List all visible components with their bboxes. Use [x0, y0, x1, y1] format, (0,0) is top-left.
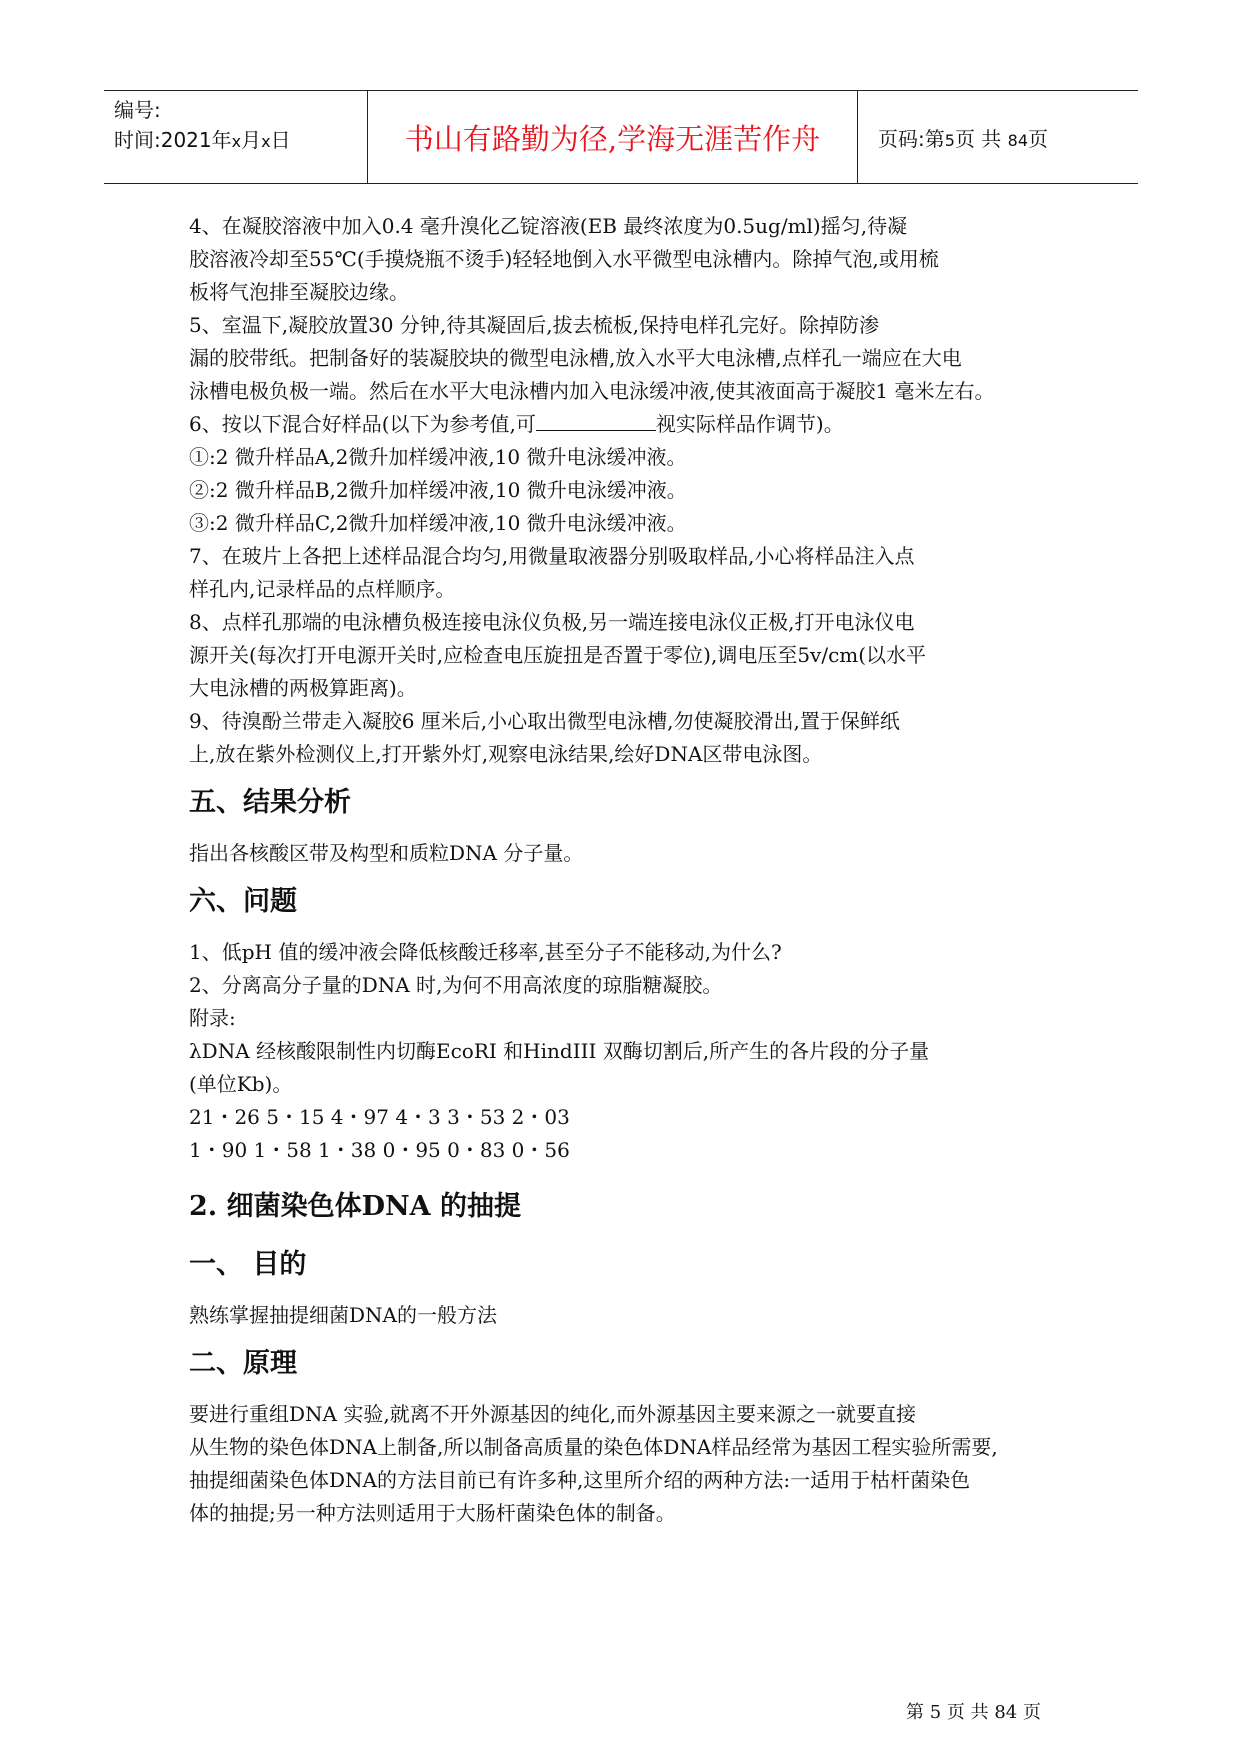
step-8-line3: 大电泳槽的两极算距离)。: [189, 676, 417, 700]
chapter-2-section-2-heading: 二、原理: [189, 1348, 297, 1379]
chapter-2-title: 2. 细菌染色体DNA 的抽提: [189, 1191, 522, 1222]
step-8-line1: 8、点样孔那端的电泳槽负极连接电泳仪负极,另一端连接电泳仪正极,打开电泳仪电: [189, 610, 915, 634]
lambda-line2: (单位Kb)。: [189, 1072, 293, 1096]
date-line: 时间:2021年x月x日: [114, 128, 291, 152]
principle-line1: 要进行重组DNA 实验,就离不开外源基因的纯化,而外源基因主要来源之一就要直接: [189, 1402, 917, 1426]
fragment-values-2: 1・90 1・58 1・38 0・95 0・83 0・56: [189, 1138, 570, 1162]
motto: 书山有路勤为径,学海无涯苦作舟: [404, 121, 821, 156]
step-7-line1: 7、在玻片上各把上述样品混合均匀,用微量取液器分别吸取样品,小心将样品注入点: [189, 544, 915, 568]
step-7-line2: 样孔内,记录样品的点样顺序。: [189, 577, 456, 601]
lambda-line1: λDNA 经核酸限制性内切酶EcoRI 和HindIII 双酶切割后,所产生的各片段的分子量: [189, 1039, 930, 1063]
step-9-line1: 9、待溴酚兰带走入凝胶6 厘米后,小心取出微型电泳槽,勿使凝胶滑出,置于保鲜纸: [189, 709, 900, 733]
section-6-heading: 六、问题: [189, 886, 297, 917]
page-footer: 第 5 页 共 84 页: [906, 1702, 1041, 1723]
section-5-text: 指出各核酸区带及构型和质粒DNA 分子量。: [189, 841, 584, 865]
step-9-line2: 上,放在紫外检测仪上,打开紫外灯,观察电泳结果,绘好DNA区带电泳图。: [189, 742, 823, 766]
question-1: 1、低pH 值的缓冲液会降低核酸迁移率,甚至分子不能移动,为什么?: [189, 940, 782, 964]
step-8-line2: 源开关(每次打开电源开关时,应检查电压旋扭是否置于零位),调电压至5v/cm(以水平: [189, 643, 927, 667]
section-5-heading: 五、结果分析: [189, 787, 351, 818]
chapter-2-section-1-text: 熟练掌握抽提细菌DNA的一般方法: [189, 1303, 497, 1327]
fill-blank: [536, 410, 656, 431]
fragment-values-1: 21・26 5・15 4・97 4・3 3・53 2・03: [189, 1105, 570, 1129]
principle-line2: 从生物的染色体DNA上制备,所以制备高质量的染色体DNA样品经常为基因工程实验所需要,: [189, 1435, 998, 1459]
step-5-line1: 5、室温下,凝胶放置30 分钟,待其凝固后,拔去梳板,保持电样孔完好。除掉防渗: [189, 313, 879, 337]
step-4-line3: 板将气泡排至凝胶边缘。: [189, 280, 409, 304]
document-body: [189, 210, 1069, 1530]
number-label: 编号:: [114, 98, 161, 122]
question-2: 2、分离高分子量的DNA 时,为何不用高浓度的琼脂糖凝胶。: [189, 973, 723, 997]
sample-b: ②:2 微升样品B,2微升加样缓冲液,10 微升电泳缓冲液。: [189, 478, 687, 502]
header-meta-cell: [104, 91, 368, 183]
principle-line3: 抽提细菌染色体DNA的方法目前已有许多种,这里所介绍的两种方法:一适用于枯杆菌染色: [189, 1468, 971, 1492]
header-page-cell: [858, 91, 1138, 183]
document-header: [104, 90, 1138, 184]
chapter-2-section-1-heading: 一、 目的: [189, 1249, 307, 1280]
sample-c: ③:2 微升样品C,2微升加样缓冲液,10 微升电泳缓冲液。: [189, 511, 687, 535]
step-6-line: 6、按以下混合好样品(以下为参考值,可 视实际样品作调节)。: [189, 412, 844, 436]
step-5-line2: 漏的胶带纸。把制备好的装凝胶块的微型电泳槽,放入水平大电泳槽,点样孔一端应在大电: [189, 346, 962, 370]
step-5-line3: 泳槽电极负极一端。然后在水平大电泳槽内加入电泳缓冲液,使其液面高于凝胶1 毫米左右。: [189, 379, 995, 403]
sample-a: ①:2 微升样品A,2微升加样缓冲液,10 微升电泳缓冲液。: [189, 445, 687, 469]
appendix-label: 附录:: [189, 1006, 236, 1030]
principle-line4: 体的抽提;另一种方法则适用于大肠杆菌染色体的制备。: [189, 1501, 676, 1525]
step-4-line1: 4、在凝胶溶液中加入0.4 毫升溴化乙锭溶液(EB 最终浓度为0.5ug/ml)摇匀,待凝: [189, 214, 908, 238]
step-4-line2: 胶溶液冷却至55℃(手摸烧瓶不烫手)轻轻地倒入水平微型电泳槽内。除掉气泡,或用梳: [189, 247, 939, 271]
page-label: 页码:第5页 共 84页: [878, 126, 1049, 151]
header-motto-cell: [368, 91, 858, 183]
